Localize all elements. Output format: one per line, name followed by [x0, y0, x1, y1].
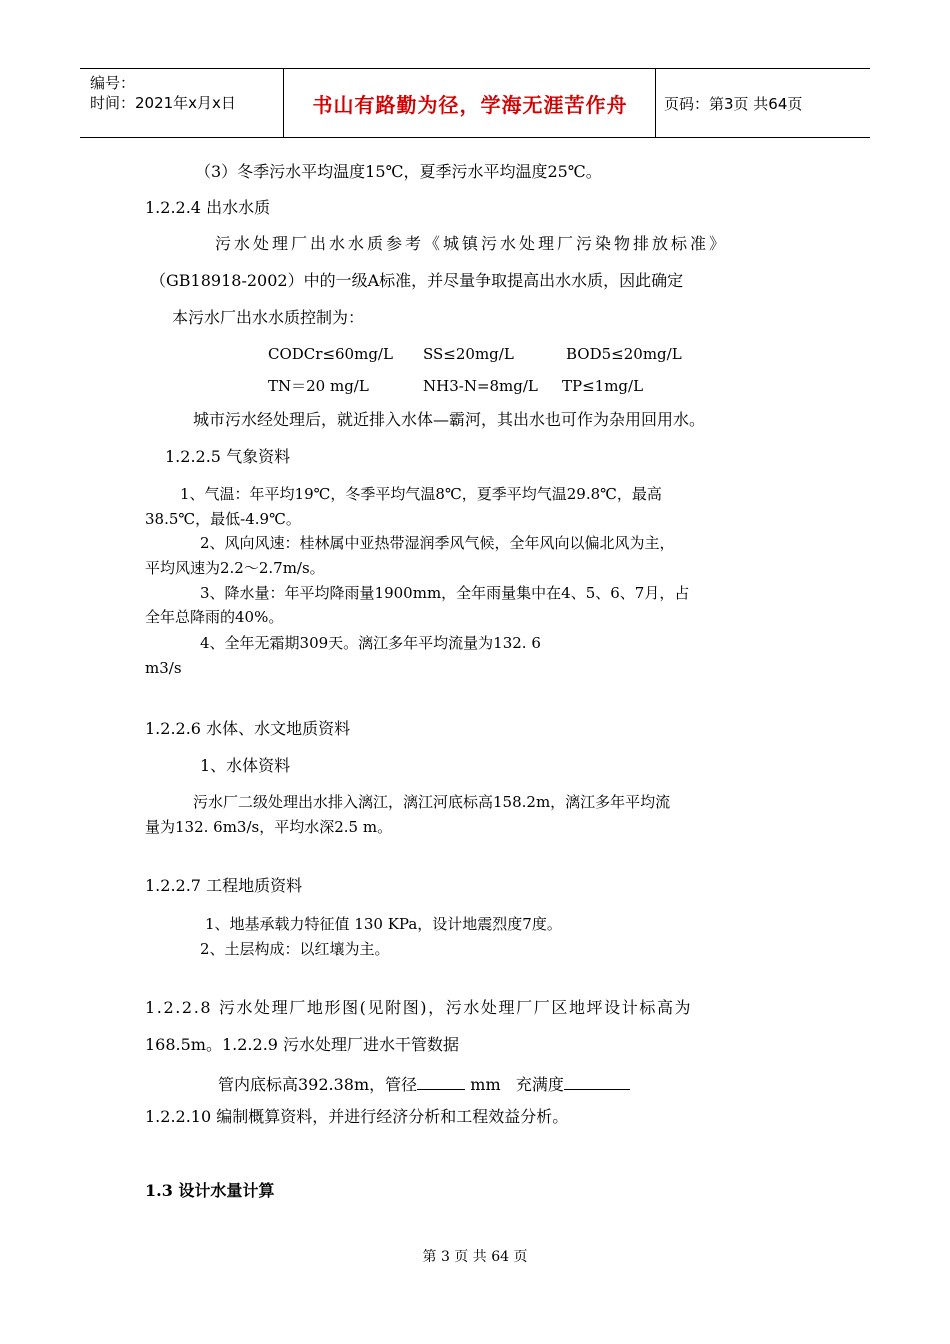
section-heading: 1.2.2.10 编制概算资料，并进行经济分析和工程效益分析。: [145, 1107, 569, 1126]
paragraph-line: 本污水厂出水水质控制为：: [172, 308, 365, 327]
paragraph-line: 污水厂二级处理出水排入漓江，漓江河底标高158.2m，漓江多年平均流: [193, 793, 671, 811]
paragraph-line: 1、地基承载力特征值 130 KPa，设计地震烈度7度。: [205, 915, 562, 933]
doc-date: 时间：2021年x月x日: [90, 94, 236, 112]
paragraph-line: 3、降水量：年平均降雨量1900mm，全年雨量集中在4、5、6、7月，占: [200, 584, 690, 602]
paragraph-line: 1、水体资料: [200, 756, 291, 775]
paragraph-line: 污水处理厂出水水质参考《城镇污水处理厂污染物排放标准》: [215, 234, 729, 253]
page-header: [80, 68, 870, 138]
header-motto: 书山有路勤为径，学海无涯苦作舟: [312, 93, 628, 117]
pipe-unit: mm: [470, 1075, 501, 1094]
paragraph-line: 38.5℃，最低-4.9℃。: [145, 510, 301, 528]
section-heading: 1.2.2.6 水体、水文地质资料: [145, 719, 351, 738]
paragraph-line: 1、气温：年平均19℃，冬季平均气温8℃，夏季平均气温29.8℃，最高: [180, 485, 662, 503]
paragraph-line: （GB18918-2002）中的一级A标准，并尽量争取提高出水水质，因此确定: [150, 271, 684, 290]
section-heading: 168.5m。1.2.2.9 污水处理厂进水干管数据: [145, 1035, 460, 1054]
paragraph-line: 平均风速为2.2～2.7m/s。: [145, 559, 325, 577]
pipe-elevation-label: 管内底标高392.38m，管径: [218, 1075, 418, 1094]
header-meta: [90, 73, 236, 113]
page-footer: 第 3 页 共 64 页: [422, 1249, 528, 1265]
header-divider: [283, 69, 284, 137]
paragraph-line: 2、风向风速：桂林属中亚热带湿润季风气候，全年风向以偏北风为主，: [200, 534, 675, 552]
paragraph-line: 4、全年无霜期309天。漓江多年平均流量为132. 6: [200, 634, 541, 652]
quality-value: NH3-N=8mg/L: [423, 377, 538, 395]
header-divider: [655, 69, 656, 137]
section-title: 1.3 设计水量计算: [145, 1181, 275, 1200]
quality-value: SS≤20mg/L: [423, 345, 514, 363]
paragraph-line: 2、土层构成：以红壤为主。: [200, 940, 390, 958]
section-heading: 1.2.2.5 气象资料: [165, 447, 291, 466]
section-heading: 1.2.2.4 出水水质: [145, 198, 271, 217]
quality-value: CODCr≤60mg/L: [268, 345, 393, 363]
quality-value: BOD5≤20mg/L: [566, 345, 682, 363]
section-heading: 1.2.2.8 污水处理厂地形图(见附图)，污水处理厂厂区地坪设计标高为: [145, 998, 693, 1017]
pipe-diameter-blank: [417, 1073, 465, 1090]
fill-degree-label: 充满度: [515, 1075, 564, 1094]
paragraph-line: 城市污水经处理后，就近排入水体—霸河，其出水也可作为杂用回用水。: [193, 410, 706, 429]
doc-code-label: 编号：: [90, 74, 136, 92]
header-page-number: 页码：第3页 共64页: [664, 95, 803, 113]
sewage-temperature: （3）冬季污水平均温度15℃，夏季污水平均温度25℃。: [195, 162, 602, 181]
paragraph-line: 量为132. 6m3/s，平均水深2.5 m。: [145, 818, 393, 836]
quality-value: TP≤1mg/L: [562, 377, 644, 395]
pipe-data-line: [218, 1073, 630, 1095]
section-heading: 1.2.2.7 工程地质资料: [145, 876, 303, 895]
quality-value: TN＝20 mg/L: [268, 377, 369, 395]
fill-degree-blank: [564, 1073, 630, 1090]
paragraph-line: m3/s: [145, 659, 182, 677]
paragraph-line: 全年总降雨的40%。: [145, 608, 284, 626]
